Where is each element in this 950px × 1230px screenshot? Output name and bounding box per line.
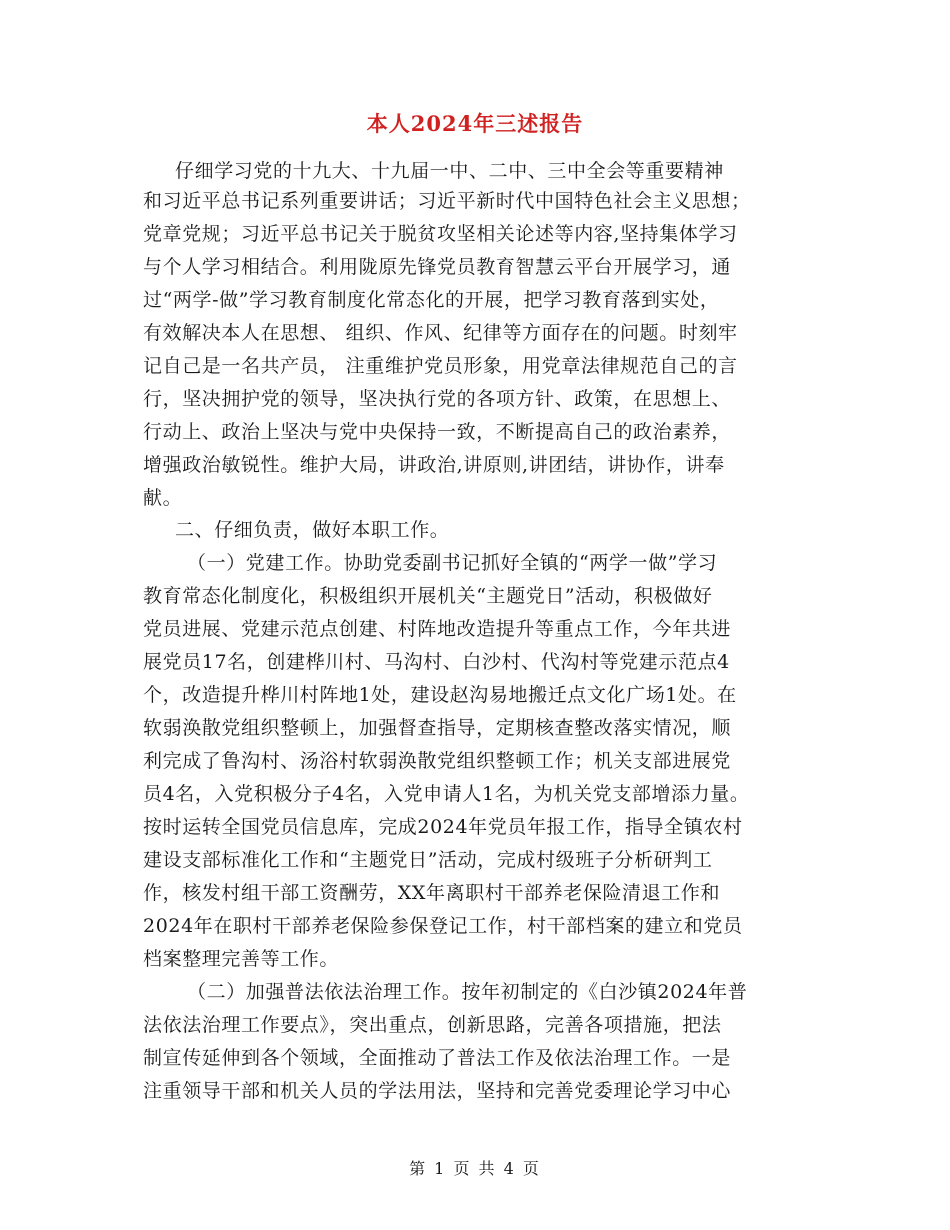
text-line: 按时运转全国党员信息库，完成2024年党员年报工作，指导全镇农村 xyxy=(143,816,743,838)
text-line: 注重领导干部和机关人员的学法用法，坚持和完善党委理论学习中心 xyxy=(143,1080,732,1102)
text-line: 员4名，入党积极分子4名，入党申请人1名，为机关党支部增添力量。 xyxy=(143,783,750,805)
text-line: 党章党规；习近平总书记关于脱贫攻坚相关论述等内容,坚持集体学习 xyxy=(143,223,738,245)
page-title: 本人2024年三述报告 xyxy=(366,111,584,136)
text-line: 制宣传延伸到各个领域，全面推动了普法工作及依法治理工作。一是 xyxy=(143,1047,732,1069)
text-line: 教育常态化制度化，积极组织开展机关“主题党日”活动，积极做好 xyxy=(143,585,713,607)
text-line: 行动上、政治上坚决与党中央保持一致，不断提高自己的政治素养， xyxy=(143,421,732,443)
text-line: （一）党建工作。协助党委副书记抓好全镇的“两学一做”学习 xyxy=(187,552,718,574)
text-line: 和习近平总书记系列重要讲话；习近平新时代中国特色社会主义思想； xyxy=(143,190,751,212)
text-line: 党员进展、党建示范点创建、村阵地改造提升等重点工作，今年共进 xyxy=(143,618,732,640)
text-line: 2024年在职村干部养老保险参保登记工作，村干部档案的建立和党员 xyxy=(143,915,743,937)
text-line: 仔细学习党的十九大、十九届一中、二中、三中全会等重要精神 xyxy=(175,160,724,182)
text-line: 记自己是一名共产员， 注重维护党员形象，用党章法律规范自己的言 xyxy=(143,355,738,377)
text-line: 个，改造提升桦川村阵地1处，建设赵沟易地搬迁点文化广场1处。在 xyxy=(143,684,737,706)
section-heading: 二、仔细负责，做好本职工作。 xyxy=(175,519,450,541)
text-line: 软弱涣散党组织整顿上，加强督查指导，定期核查整改落实情况，顺 xyxy=(143,717,732,739)
text-line: （二）加强普法依法治理工作。按年初制定的《白沙镇2024年普 xyxy=(187,981,748,1003)
text-line: 法依法治理工作要点》，突出重点，创新思路，完善各项措施，把法 xyxy=(143,1014,722,1036)
text-line: 作，核发村组干部工资酬劳，XX年离职村干部养老保险清退工作和 xyxy=(143,882,721,904)
text-line: 展党员17名，创建桦川村、马沟村、白沙村、代沟村等党建示范点4 xyxy=(143,651,730,673)
text-line: 行，坚决拥护党的领导，坚决执行党的各项方针、政策，在思想上、 xyxy=(143,388,732,410)
text-line: 有效解决本人在思想、 组织、作风、纪律等方面存在的问题。时刻牢 xyxy=(143,322,738,344)
text-line: 与个人学习相结合。利用陇原先锋党员教育智慧云平台开展学习，通 xyxy=(143,256,732,278)
page-number: 第 1 页 共 4 页 xyxy=(409,1159,541,1178)
text-line: 增强政治敏锐性。维护大局，讲政治,讲原则,讲团结，讲协作，讲奉 xyxy=(143,454,725,476)
text-line: 建设支部标准化工作和“主题党日”活动，完成村级班子分析研判工 xyxy=(143,849,713,871)
text-line: 档案整理完善等工作。 xyxy=(143,948,340,970)
text-line: 利完成了鲁沟村、汤浴村软弱涣散党组织整顿工作；机关支部进展党 xyxy=(143,750,732,772)
text-line: 过“两学-做”学习教育制度化常态化的开展，把学习教育落到实处， xyxy=(143,289,720,311)
text-line: 献。 xyxy=(143,487,183,509)
